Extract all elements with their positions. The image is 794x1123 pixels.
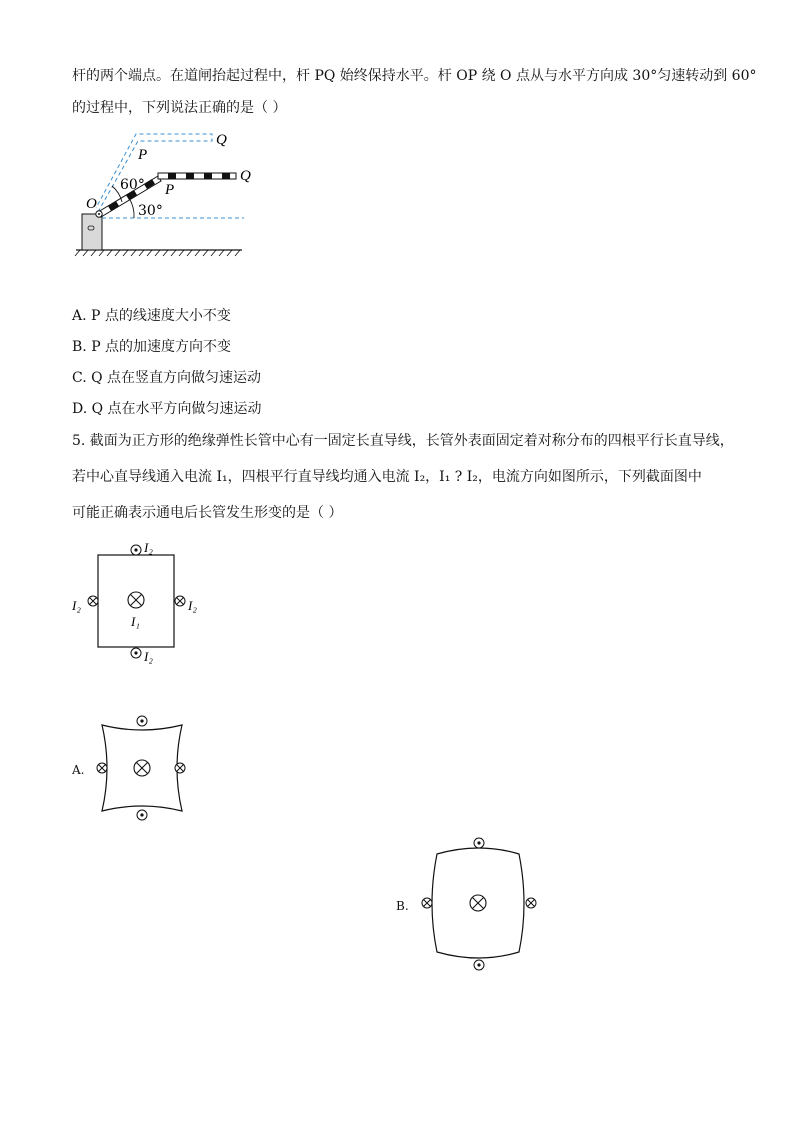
q5-cross-section-figure bbox=[70, 537, 210, 667]
label-i2-right: I₂ bbox=[188, 598, 197, 613]
q4-text-line-1: 杆的两个端点。在道闸抬起过程中，杆 PQ 始终保持水平。杆 OP 绕 O 点从与水平方向成 30°匀速转动到 60° bbox=[72, 68, 757, 84]
option-b-center-cross-icon bbox=[470, 895, 486, 911]
top-wire-out-of-page-icon bbox=[131, 545, 141, 555]
label-p-lower: P bbox=[165, 182, 175, 198]
left-wire-into-page-icon bbox=[88, 596, 98, 606]
option-b-left-cross-icon bbox=[422, 898, 432, 908]
option-a-right-cross-icon bbox=[175, 763, 185, 773]
center-wire-into-page-icon bbox=[128, 592, 144, 608]
q5-text-line-2: 若中心直导线通入电流 I₁，四根平行直导线均通入电流 I₂，I₁ ? I₂，电流方向如图所示，下列截面图中 bbox=[72, 469, 702, 485]
q5-option-a-label[interactable]: A. bbox=[72, 763, 85, 777]
option-b-right-cross-icon bbox=[526, 898, 536, 908]
label-q-lower: Q bbox=[240, 168, 251, 184]
option-a-top-dot-icon bbox=[137, 716, 147, 726]
q4-option-d[interactable]: D. Q 点在水平方向做匀速运动 bbox=[72, 401, 262, 417]
q4-option-b[interactable]: B. P 点的加速度方向不变 bbox=[72, 339, 232, 355]
option-a-left-cross-icon bbox=[97, 763, 107, 773]
label-i2-top: I₂ bbox=[144, 540, 153, 555]
option-a-center-cross-icon bbox=[134, 760, 150, 776]
label-p-upper: P bbox=[138, 147, 148, 163]
q5-text-line-3: 可能正确表示通电后长管发生形变的是（ ） bbox=[72, 505, 343, 521]
q5-option-b-label[interactable]: B. bbox=[396, 899, 409, 913]
label-o: O bbox=[86, 196, 97, 212]
q5-option-a-figure[interactable] bbox=[92, 713, 192, 823]
label-angle-30: 30° bbox=[138, 203, 163, 219]
label-i1: I₁ bbox=[131, 614, 140, 629]
q4-option-c[interactable]: C. Q 点在竖直方向做匀速运动 bbox=[72, 370, 262, 386]
right-wire-into-page-icon bbox=[175, 596, 185, 606]
q4-text-line-2: 的过程中，下列说法正确的是（ ） bbox=[72, 100, 287, 116]
label-q-upper: Q bbox=[216, 132, 227, 148]
label-i2-left: I₂ bbox=[72, 598, 81, 613]
q5-text-line-1: 5. 截面为正方形的绝缘弹性长管中心有一固定长直导线，长管外表面固定着对称分布的四根平行长直导线， bbox=[72, 433, 734, 449]
option-b-top-dot-icon bbox=[474, 838, 484, 848]
bottom-wire-out-of-page-icon bbox=[131, 648, 141, 658]
option-b-bottom-dot-icon bbox=[474, 960, 484, 970]
q4-option-a[interactable]: A. P 点的线速度大小不变 bbox=[72, 308, 231, 324]
label-angle-60: 60° bbox=[120, 177, 145, 193]
q4-gate-figure bbox=[72, 128, 252, 258]
q5-option-b-figure[interactable] bbox=[419, 834, 539, 974]
label-i2-bottom: I₂ bbox=[144, 649, 153, 664]
option-a-bottom-dot-icon bbox=[137, 810, 147, 820]
